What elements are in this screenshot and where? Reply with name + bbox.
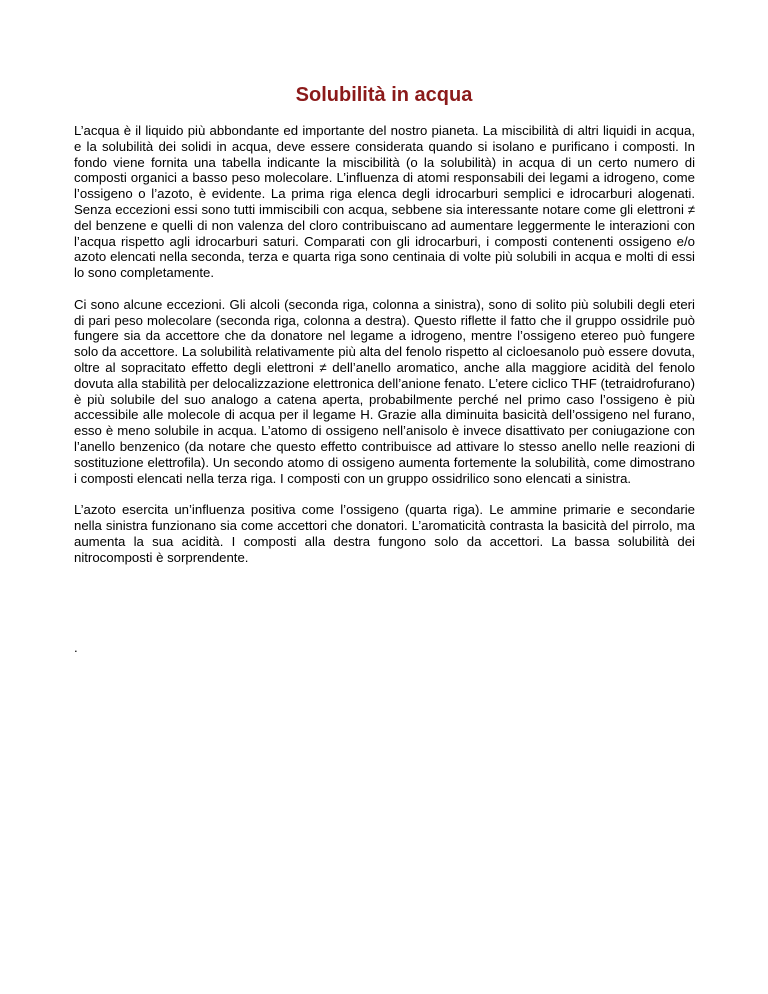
- paragraph-intro: L’acqua è il liquido più abbondante ed importante del nostro pianeta. La miscibilità di altri liquidi in acqua, e la solubilità dei solidi in acqua, deve essere considerata quando si isolano e purificano i composti. In fondo viene fornita una tabella indicante la miscibilità (o la solubilità) in acqua di un certo numero di composti organici a basso peso molecolare. L’influenza di atomi responsabili dei legami a idrogeno, come l’ossigeno o l’azoto, è evidente. La prima riga elenca degli idrocarburi semplici e idrocarburi alogenati. Senza eccezioni essi sono tutti immiscibili con acqua, sebbene sia interessante notare come gli elettroni ≠ del benzene e quelli di non valenza del cloro contribuiscano ad aumentare leggermente le interazioni con l’acqua rispetto agli idrocarburi saturi. Comparati con gli idrocarburi, i composti contenenti ossigeno e/o azoto elencati nella seconda, terza e quarta riga sono centinaia di volte più solubili in acqua e molti di essi lo sono completamente.: [74, 123, 695, 281]
- paragraph-exceptions: Ci sono alcune eccezioni. Gli alcoli (seconda riga, colonna a sinistra), sono di solito più solubili degli eteri di pari peso molecolare (seconda riga, colonna a destra). Questo riflette il fatto che il gruppo ossidrile può fungere sia da accettore che da donatore nel legame a idrogeno, mentre l’ossigeno etereo può fungere solo da accettore. La solubilità relativamente più alta del fenolo rispetto al cicloesanolo può essere dovuta, oltre al sopracitato effetto degli elettroni ≠ dell’anello aromatico, anche alla maggiore acidità del fenolo dovuta alla stabilità per delocalizzazione elettronica dell’anione fenato. L’etere ciclico THF (tetraidrofurano) è più solubile del suo analogo a catena aperta, probabilmente perché nel primo caso l’ossigeno è più accessibile alle molecole di acqua per il legame H. Grazie alla diminuita basicità dell’ossigeno nel furano, esso è meno solubile in acqua. L’atomo di ossigeno nell’anisolo è invece disattivato per coniugazione con l’anello benzenico (da notare che questo effetto contribuisce ad attivare lo stesso anello nelle reazioni di sostituzione elettrofila). Un secondo atomo di ossigeno aumenta fortemente la solubilità, come dimostrano i composti elencati nella terza riga. I composti con un gruppo ossidrilico sono elencati a sinistra.: [74, 296, 695, 486]
- paragraph-nitrogen: L’azoto esercita un’influenza positiva come l’ossigeno (quarta riga). Le ammine primarie e secondarie nella sinistra funzionano sia come accettori che donatori. L’aromaticità contrasta la basicità del pirrolo, ma aumenta la sua acidità. I composti alla destra fungono solo da accettori. La bassa solubilità dei nitrocomposti è sorprendente.: [74, 502, 695, 565]
- trailing-mark: .: [74, 640, 78, 655]
- document-body: [74, 123, 695, 581]
- page-title: Solubilità in acqua: [295, 84, 473, 106]
